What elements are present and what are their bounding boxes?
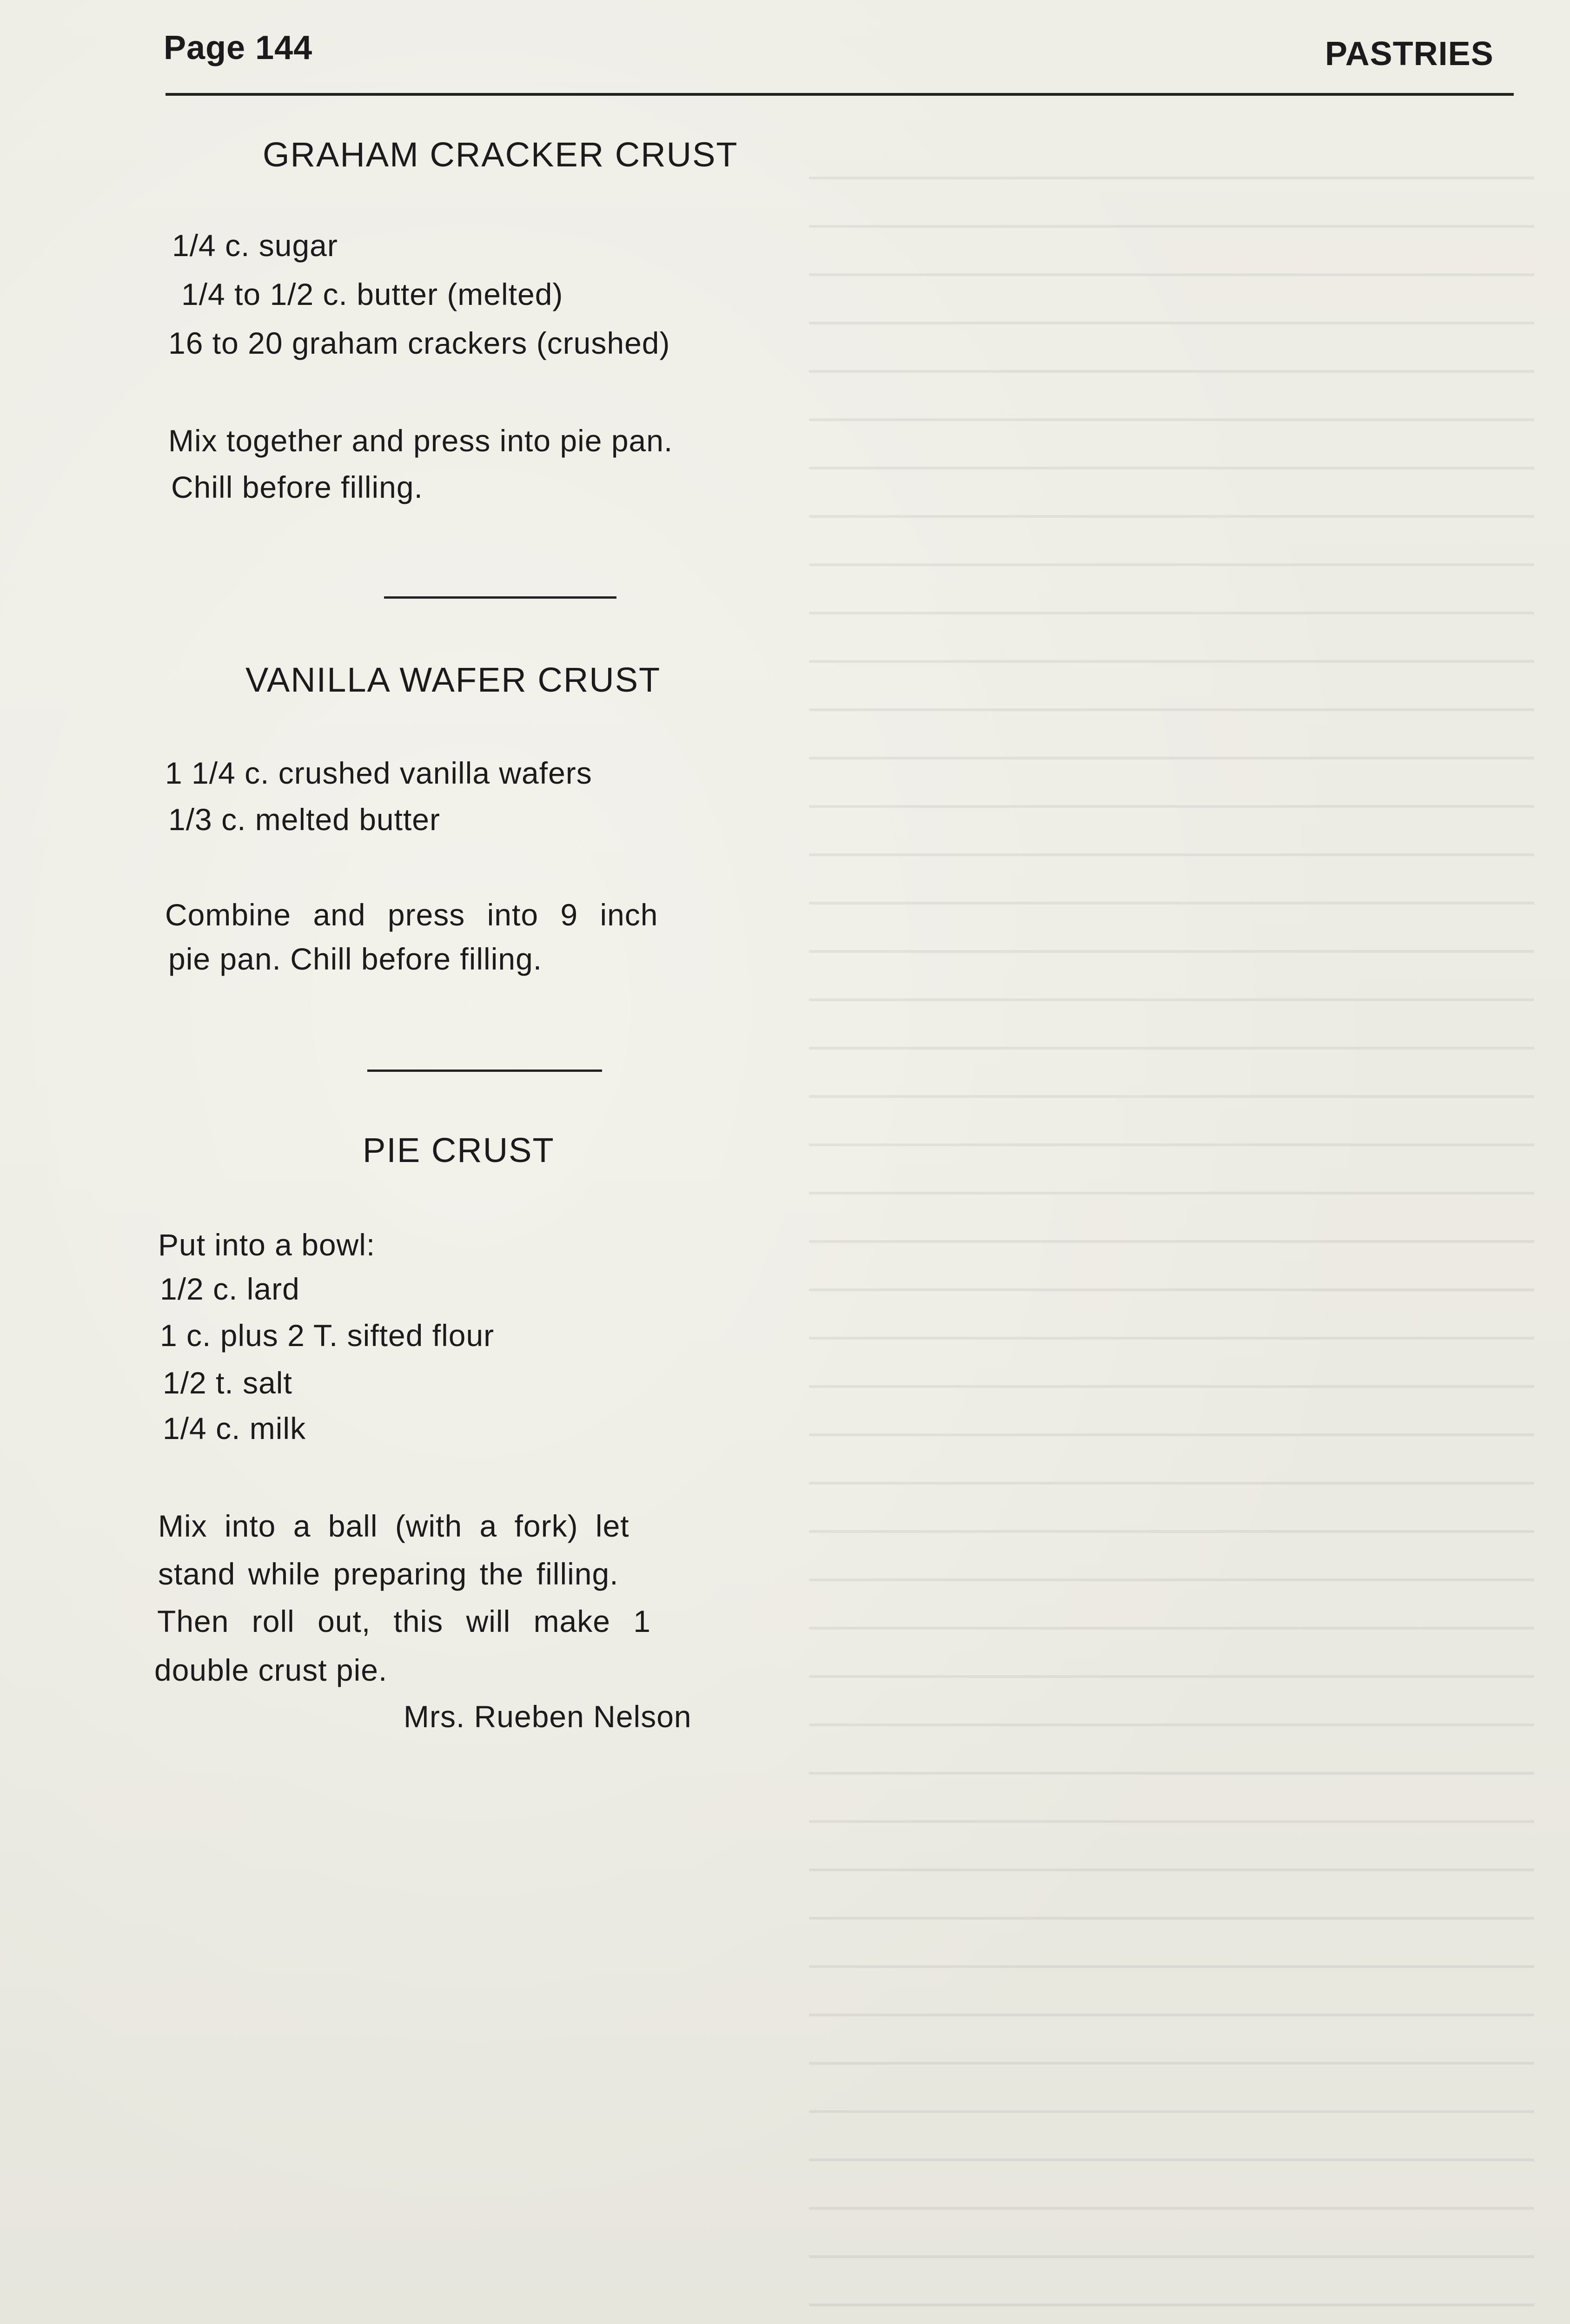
recipe-author: Mrs. Rueben Nelson <box>404 1699 692 1734</box>
recipe-title-vanilla: VANILLA WAFER CRUST <box>245 660 661 699</box>
instruction-line: Mix into a ball (with a fork) let <box>158 1509 629 1543</box>
section-title: PASTRIES <box>1325 35 1494 73</box>
section-divider <box>384 596 616 599</box>
section-divider <box>367 1070 602 1072</box>
instruction-line: Put into a bowl: <box>158 1228 376 1262</box>
recipe-title-graham: GRAHAM CRACKER CRUST <box>263 135 738 174</box>
ingredient-line: 1/4 c. milk <box>163 1411 306 1446</box>
instruction-line: Combine and press into 9 inch <box>165 898 658 932</box>
ingredient-line: 1/2 c. lard <box>160 1272 300 1306</box>
ingredient-line: 16 to 20 graham crackers (crushed) <box>168 326 670 360</box>
instruction-line: double crust pie. <box>154 1653 388 1687</box>
instruction-line: pie pan. Chill before filling. <box>168 942 543 976</box>
header-rule <box>166 93 1514 96</box>
ingredient-line: 1/4 to 1/2 c. butter (melted) <box>181 277 563 311</box>
ingredient-line: 1 c. plus 2 T. sifted flour <box>160 1318 495 1353</box>
instruction-line: Mix together and press into pie pan. <box>168 423 673 458</box>
ingredient-line: 1/3 c. melted butter <box>168 802 440 837</box>
ingredient-line: 1/4 c. sugar <box>172 228 338 263</box>
instruction-line: Then roll out, this will make 1 <box>157 1604 651 1638</box>
ingredient-line: 1/2 t. salt <box>163 1366 292 1400</box>
ingredient-line: 1 1/4 c. crushed vanilla wafers <box>165 756 592 790</box>
instruction-line: Chill before filling. <box>171 470 423 504</box>
bleed-through-text <box>809 139 1534 2324</box>
recipe-title-pie: PIE CRUST <box>363 1131 555 1169</box>
page-number: Page 144 <box>164 29 313 66</box>
instruction-line: stand while preparing the filling. <box>158 1557 619 1591</box>
